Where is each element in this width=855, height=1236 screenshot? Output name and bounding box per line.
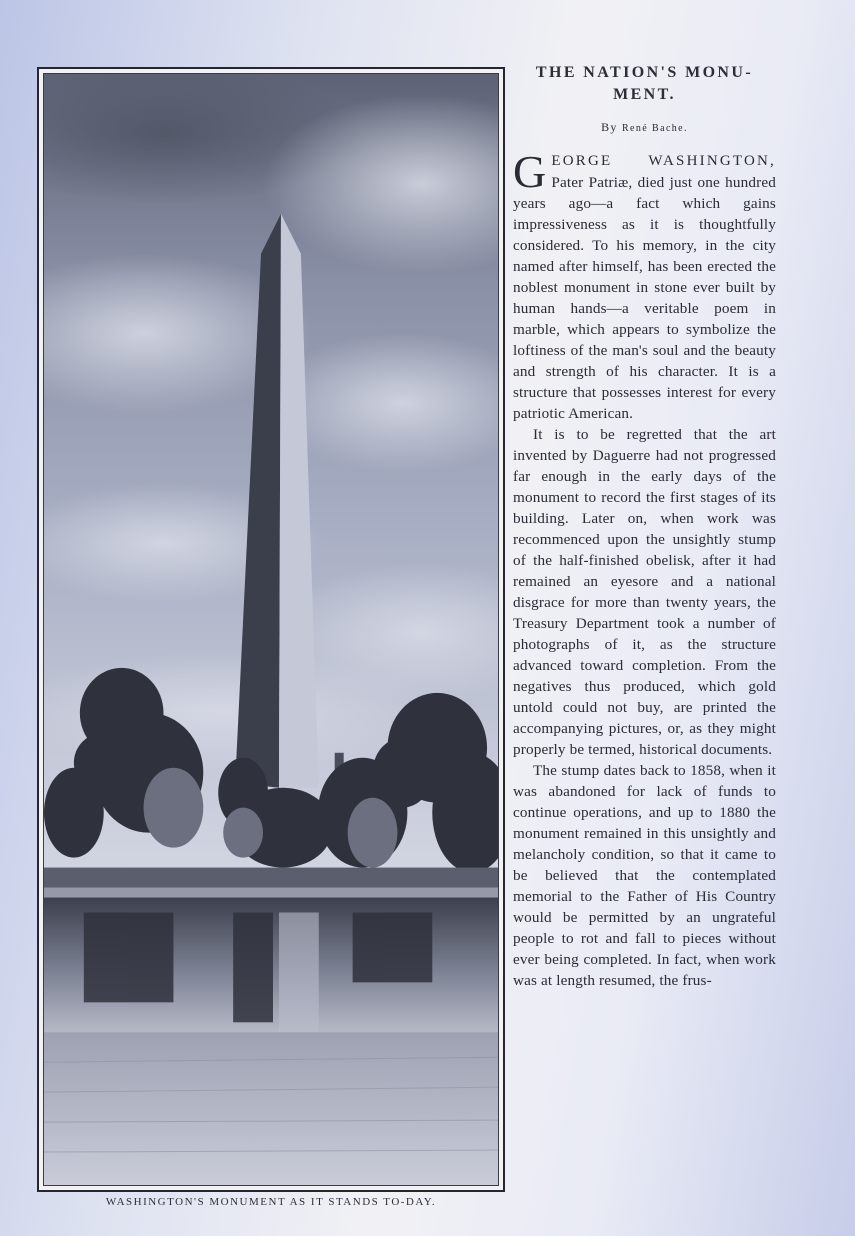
paragraph-1-text: Pater Patriæ, died just one hundred years ago—a fact which gains impressiveness as it is thoughtfully considered. To his memory, in the city named after himself, has been erected the noblest monument in stone ever built by human hands—a veritable poem in marble, which appears to symbolize the loftiness of the man's soul and the beauty and strength of his character. It is a structure that possesses interest for every patriotic American. — [513, 174, 776, 422]
byline-author: René Bache. — [621, 123, 688, 134]
paragraph-3: The stump dates back to 1858, when it was abandoned for lack of funds to continue operations, and up to 1880 the monument remained in this unsightly and melancholy condition, so that it came to be believed that the contemplated memorial to the Father of His Country would be permitted by an ungrateful people to rot and fall to pieces without ever being completed. In fact, when work was at length resumed, the frus- — [513, 762, 776, 989]
article-title: THE NATION'S MONU- MENT. — [535, 64, 754, 103]
paragraph-2: It is to be regretted that the art invented by Daguerre had not progressed far enough in the early days of the monument to record the first stages of its building. Later on, when work was recommenced upon the unsightly stump of the half-finished obelisk, after it had remained an eyesore and a national disgrace for more than twenty years, the Treasury Department took a number of photographs of it, as the structure advanced toward completion. From the negatives thus produced, which gold untold could not buy, are printed the accompanying pictures, or, as they might properly be termed, historical documents. — [513, 426, 776, 758]
drop-cap: G — [513, 146, 547, 197]
byline-prefix: By — [601, 120, 622, 134]
article-byline — [513, 120, 776, 135]
monument-photograph — [43, 73, 499, 1186]
washington-monument-illustration — [44, 74, 498, 1185]
lead-caps: EORGE WASHINGTON, — [551, 153, 776, 169]
paragraph-1 — [513, 146, 776, 424]
article-body — [513, 146, 776, 991]
article-column — [513, 62, 776, 991]
monument-photograph-frame — [37, 67, 505, 1192]
photo-caption: WASHINGTON'S MONUMENT AS IT STANDS TO-DAY. — [105, 1196, 437, 1208]
